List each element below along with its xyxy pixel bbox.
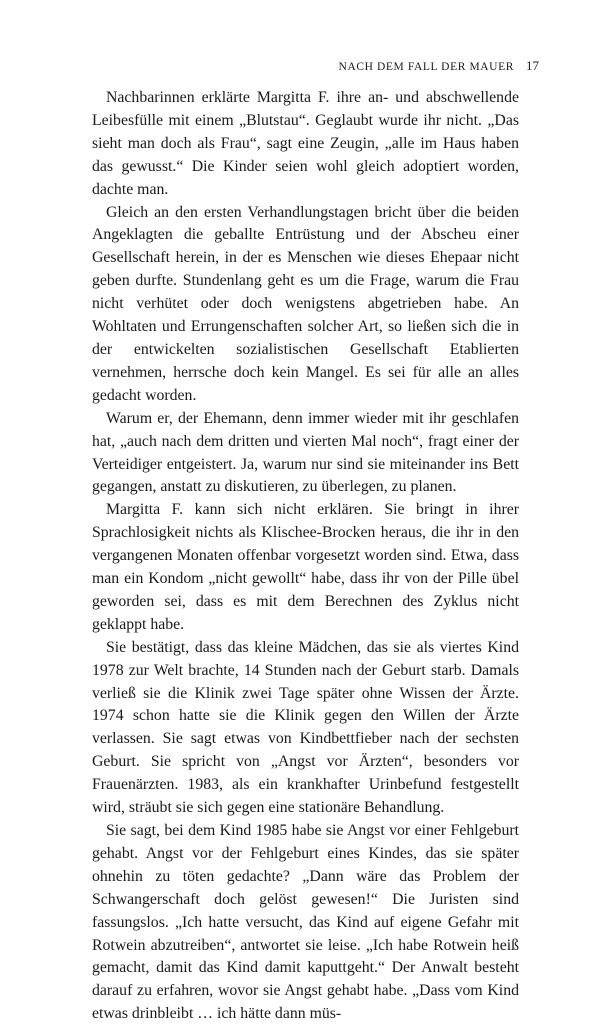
running-head bbox=[339, 58, 539, 74]
running-title: NACH DEM FALL DER MAUER bbox=[338, 61, 514, 73]
paragraph: Sie sagt, bei dem Kind 1985 habe sie Angst vor einer Fehlgeburt gehabt. Angst vor der Fehlgeburt eines Kindes, das sie später ohnehin zu töten gedachte? „Dann wäre das Problem der Schwangerschaft doch gelöst gewesen!“ Die Juristen sind fassungslos. „Ich hatte versucht, das Kind auf eigene Gefahr mit Rotwein abzutreiben“, antwortet sie leise. „Ich habe Rotwein heiß gemacht, damit das Kind damit kaputtgeht.“ Der Anwalt besteht darauf zu erfahren, wovor sie Angst gehabt habe. „Dass vom Kind etwas drinbleibt … ich hätte dann müs- bbox=[92, 822, 519, 1023]
paragraph: Warum er, der Ehemann, denn immer wieder mit ihr geschlafen hat, „auch nach dem dritten und vierten Mal noch“, fragt einer der Verteidiger entgeistert. Ja, warum nur sind sie miteinander ins Bett gegangen, anstatt zu diskutieren, zu überlegen, zu planen. bbox=[92, 409, 519, 496]
paragraph: Gleich an den ersten Verhandlungstagen bricht über die beiden Angeklagten die geballte Entrüstung und der Abscheu einer Gesellschaft herein, in der es Menschen wie dieses Ehepaar nicht geben durfte. Stundenlang geht es um die Frage, warum die Frau nicht verhütet oder doch wenigstens abgetrieben habe. An Wohltaten und Errungenschaften solcher Art, so ließen sich die in der entwickelten sozialistischen Gesellschaft Etablierten vernehmen, herrsche doch kein Mangel. Es sei für alle an alles gedacht worden. bbox=[92, 203, 519, 404]
body-text bbox=[92, 87, 519, 1026]
page-number: 17 bbox=[526, 58, 539, 73]
paragraph: Margitta F. kann sich nicht erklären. Sie bringt in ihrer Sprachlosigkeit nichts als Klischee-Brocken heraus, die ihr in den vergangenen Monaten offenbar vorgesetzt worden sind. Etwa, dass man ein Kondom „nicht gewollt“ habe, dass ihr von der Pille übel geworden sei, dass es mit dem Berechnen des Zyklus nicht geklappt habe. bbox=[92, 501, 519, 633]
paragraph: Nachbarinnen erklärte Margitta F. ihre an- und abschwellende Leibesfülle mit einem „Blutstau“. Geglaubt wurde ihr nicht. „Das sieht man doch als Frau“, sagt eine Zeugin, „alle im Haus haben das gewusst.“ Die Kinder seien wohl gleich adoptiert worden, dachte man. bbox=[92, 89, 519, 198]
paragraph: Sie bestätigt, dass das kleine Mädchen, das sie als viertes Kind 1978 zur Welt brachte, 14 Stunden nach der Geburt starb. Damals verließ sie die Klinik zwei Tage später ohne Wissen der Ärzte. 1974 schon hatte sie die Klinik gegen den Willen der Ärzte verlassen. Sie sagt etwas von Kindbettfieber nach der sechsten Geburt. Sie spricht von „Angst vor Ärzten“, besonders vor Frauenärzten. 1983, als ein krankhafter Urinbefund festgestellt wird, sträubt sie sich gegen eine stationäre Behandlung. bbox=[92, 638, 519, 817]
